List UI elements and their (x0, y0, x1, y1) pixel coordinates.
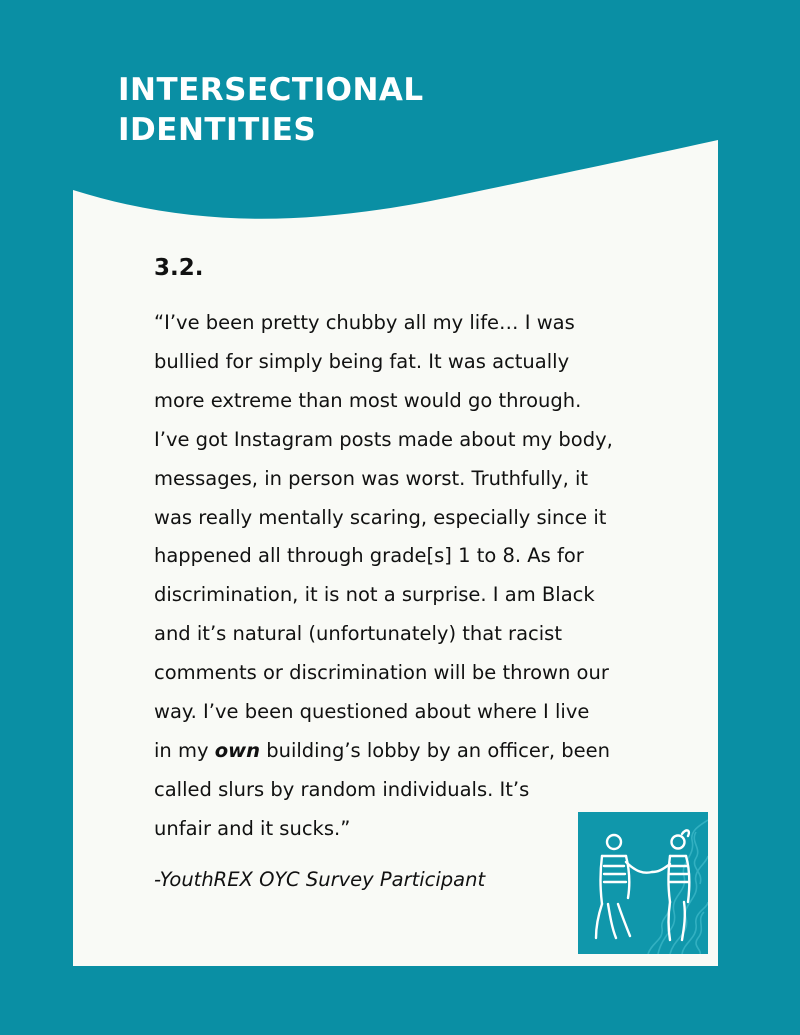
quote-line: discrimination, it is not a surprise. I am Black (154, 583, 595, 607)
quote-segment: in my (154, 738, 215, 762)
quote-line-emphasis (154, 732, 644, 771)
quote-line: bullied for simply being fat. It was actually (154, 349, 570, 373)
quote-line: I’ve got Instagram posts made about my body, (154, 427, 613, 451)
quote-line: messages, in person was worst. Truthfully, it (154, 466, 589, 490)
quote-text (154, 304, 644, 849)
quote-line: more extreme than most would go through. (154, 388, 582, 412)
quote-emphasis-own: own (214, 738, 261, 762)
quote-line: way. I’ve been questioned about where I live (154, 700, 590, 724)
quote-attribution: -YouthREX OYC Survey Participant (154, 868, 486, 891)
section-number: 3.2. (154, 255, 204, 281)
quote-line: called slurs by random individuals. It’s (154, 777, 530, 801)
quote-line: “I’ve been pretty chubby all my life… I was (154, 311, 575, 334)
page-title-line-2: IDENTITIES (118, 112, 317, 148)
quote-line: and it’s natural (unfortunately) that racist (154, 622, 562, 646)
two-people-holding-hands-icon (578, 812, 708, 954)
quote-line: unfair and it sucks.” (154, 816, 351, 840)
page-title-line-1: INTERSECTIONAL (118, 72, 424, 108)
quote-line: happened all through grade[s] 1 to 8. As for (154, 544, 584, 568)
quote-segment: building’s lobby by an officer, been (260, 738, 610, 762)
quote-line: comments or discrimination will be thrown our (154, 661, 609, 685)
quote-line: was really mentally scaring, especially since it (154, 505, 607, 529)
